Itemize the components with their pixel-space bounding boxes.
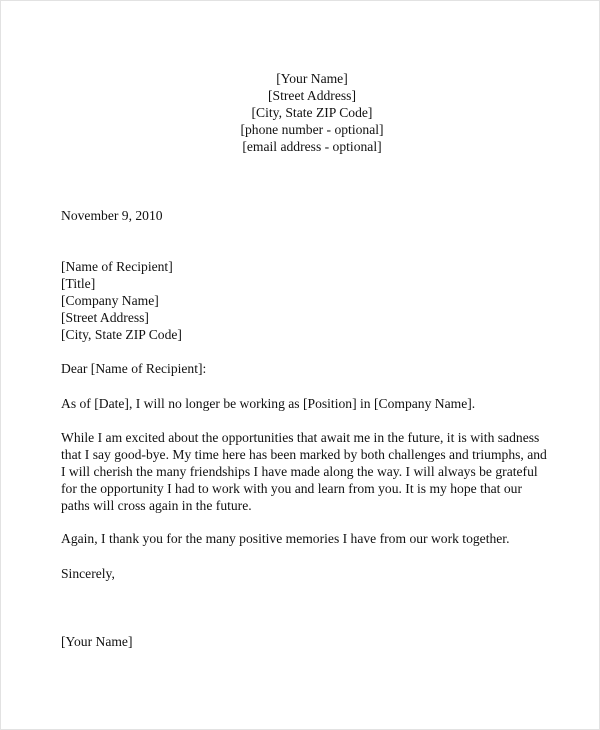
sender-name: [Your Name]	[276, 71, 348, 86]
recipient-city-state-zip: [City, State ZIP Code]	[61, 327, 182, 342]
body-paragraph-2	[61, 429, 547, 514]
salutation: Dear [Name of Recipient]:	[61, 361, 207, 376]
recipient-title: [Title]	[61, 276, 96, 291]
closing: Sincerely,	[61, 566, 115, 581]
recipient-street: [Street Address]	[61, 310, 149, 325]
letter-date: November 9, 2010	[61, 208, 163, 223]
body-paragraph-2-line: for the opportunity I had to work with you and learn from you. It is my hope that our	[61, 481, 522, 496]
recipient-address-block	[61, 258, 182, 343]
recipient-name: [Name of Recipient]	[61, 259, 173, 274]
sender-address-block	[160, 70, 464, 155]
body-paragraph-3: Again, I thank you for the many positive memories I have from our work together.	[61, 531, 510, 546]
body-paragraph-2-line: While I am excited about the opportunities that await me in the future, it is with sadness	[61, 430, 540, 445]
sender-street: [Street Address]	[268, 88, 356, 103]
recipient-company: [Company Name]	[61, 293, 159, 308]
body-paragraph-2-line: paths will cross again in the future.	[61, 498, 252, 513]
sender-city-state-zip: [City, State ZIP Code]	[251, 105, 373, 120]
body-paragraph-1: As of [Date], I will no longer be working as [Position] in [Company Name].	[61, 396, 476, 411]
body-paragraph-2-line: that I say good-bye. My time here has been marked by both challenges and triumphs, and	[61, 447, 547, 462]
signature-name: [Your Name]	[61, 634, 133, 649]
sender-email: [email address - optional]	[242, 139, 382, 154]
body-paragraph-2-line: I will cherish the many friendships I have made along the way. I will always be grateful	[61, 464, 538, 479]
sender-phone: [phone number - optional]	[240, 122, 384, 137]
